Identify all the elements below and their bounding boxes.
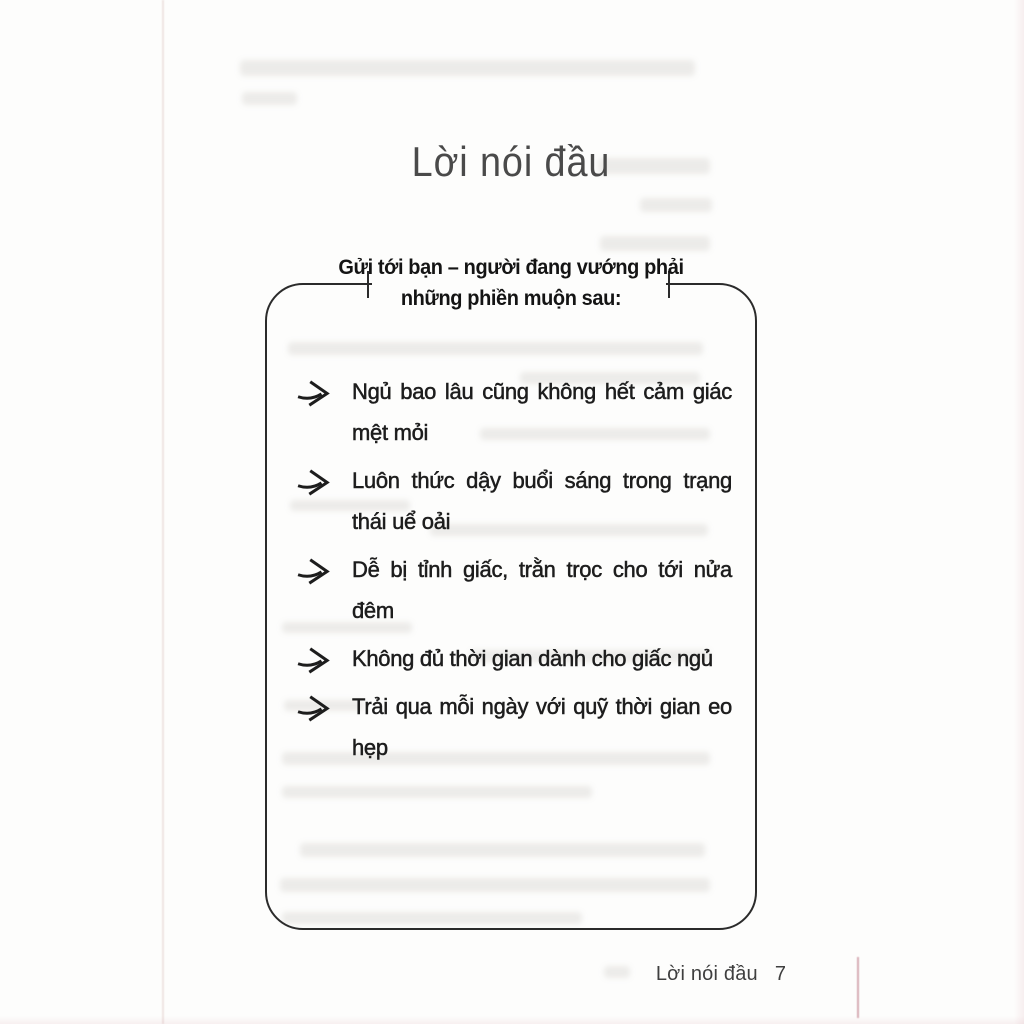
list-item-text: Ngủ bao lâu cũng không hết cảm giác mệt mỏi bbox=[352, 379, 732, 445]
callout-heading bbox=[277, 252, 744, 314]
arrow-right-icon bbox=[296, 645, 332, 675]
callout-heading-line1: Gửi tới bạn – người đang vướng phải bbox=[338, 256, 684, 279]
list-item-text: Không đủ thời gian dành cho giấc ngủ bbox=[352, 646, 713, 671]
cover-edge-bottom bbox=[0, 1016, 1024, 1024]
footer-page-number: 7 bbox=[774, 963, 786, 985]
page-fold-line bbox=[162, 0, 164, 1024]
bleedthrough-smudge bbox=[640, 198, 712, 212]
bleedthrough-smudge bbox=[240, 60, 695, 76]
cover-edge-right bbox=[1014, 0, 1024, 1024]
list-item bbox=[296, 638, 736, 679]
callout-heading-line2: những phiền muộn sau: bbox=[400, 287, 622, 310]
callout-list bbox=[296, 371, 736, 775]
arrow-right-icon bbox=[296, 556, 332, 586]
list-item bbox=[296, 371, 736, 453]
arrow-right-icon bbox=[296, 467, 332, 497]
list-item-text: Luôn thức dậy buổi sáng trong trạng thái uể oải bbox=[352, 468, 732, 534]
list-item-text: Trải qua mỗi ngày với quỹ thời gian eo hẹp bbox=[352, 694, 732, 760]
bleedthrough-smudge bbox=[242, 92, 297, 105]
arrow-right-icon bbox=[296, 378, 332, 408]
arrow-right-icon bbox=[296, 693, 332, 723]
footer-section-label: Lời nói đầu bbox=[655, 963, 758, 985]
list-item bbox=[296, 686, 736, 768]
list-item-text: Dễ bị tỉnh giấc, trằn trọc cho tới nửa đêm bbox=[352, 557, 732, 623]
list-item bbox=[296, 460, 736, 542]
bleedthrough-smudge bbox=[604, 966, 630, 978]
cover-edge-pink-line bbox=[857, 957, 859, 1018]
page-title: Lời nói đầu bbox=[411, 138, 611, 185]
page-footer bbox=[656, 963, 786, 986]
bleedthrough-smudge bbox=[600, 236, 710, 251]
list-item bbox=[296, 549, 736, 631]
